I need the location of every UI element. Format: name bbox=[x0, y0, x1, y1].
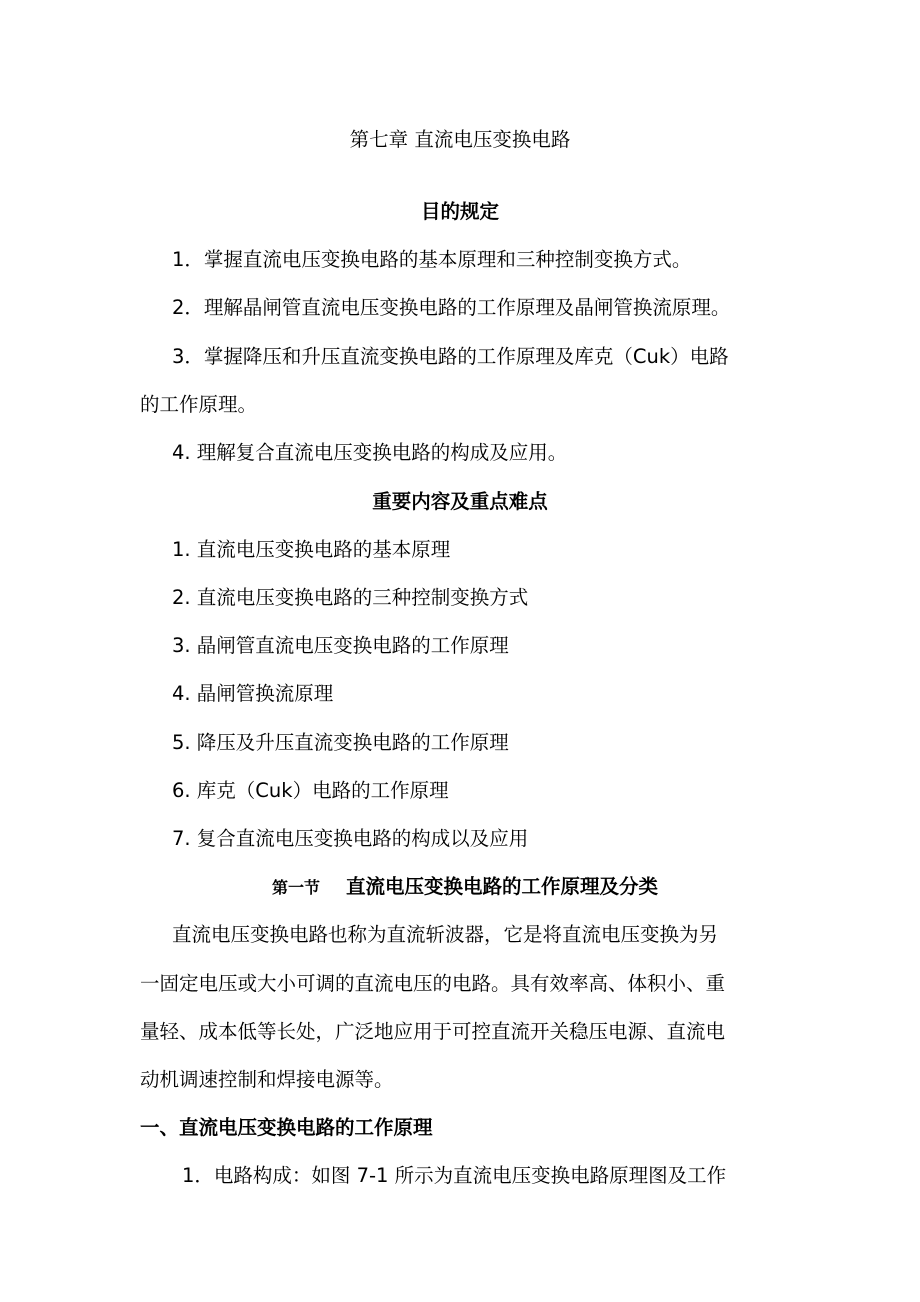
key-points-heading: 重要内容及重点难点 bbox=[372, 490, 548, 513]
intro-paragraph-line-1: 直流电压变换电路也称为直流斩波器，它是将直流电压变换为另 bbox=[172, 923, 719, 946]
key-point-item-4: 4. 晶闸管换流原理 bbox=[172, 682, 334, 705]
intro-paragraph-line-4: 动机调速控制和焊接电源等。 bbox=[140, 1068, 394, 1091]
objective-item-3: 3．掌握降压和升压直流变换电路的工作原理及库克（Cuk）电路 bbox=[172, 345, 729, 368]
key-point-item-3: 3. 晶闸管直流电压变换电路的工作原理 bbox=[172, 634, 509, 657]
objectives-heading: 目的规定 bbox=[420, 200, 499, 223]
intro-paragraph-line-3: 量轻、成本低等长处，广泛地应用于可控直流开关稳压电源、直流电 bbox=[140, 1020, 726, 1043]
key-point-item-2: 2. 直流电压变换电路的三种控制变换方式 bbox=[172, 586, 529, 609]
intro-paragraph-line-2: 一固定电压或大小可调的直流电压的电路。具有效率高、体积小、重 bbox=[140, 972, 726, 995]
section-label: 第一节 bbox=[272, 878, 321, 897]
key-point-item-7: 7. 复合直流电压变换电路的构成以及应用 bbox=[172, 827, 529, 850]
circuit-composition-item: 1．电路构成：如图 7-1 所示为直流电压变换电路原理图及工作 bbox=[182, 1164, 727, 1187]
objective-item-4: 4. 理解复合直流电压变换电路的构成及应用。 bbox=[172, 441, 568, 464]
objective-item-3-continued: 的工作原理。 bbox=[140, 393, 258, 416]
section-heading bbox=[272, 875, 658, 900]
chapter-title: 第七章 直流电压变换电路 bbox=[349, 128, 571, 151]
subsection-heading: 一、直流电压变换电路的工作原理 bbox=[140, 1116, 433, 1139]
key-point-item-6: 6. 库克（Cuk）电路的工作原理 bbox=[172, 779, 449, 802]
key-point-item-5: 5. 降压及升压直流变换电路的工作原理 bbox=[172, 731, 509, 754]
section-title: 直流电压变换电路的工作原理及分类 bbox=[346, 875, 659, 898]
objective-item-2: 2．理解晶闸管直流电压变换电路的工作原理及晶闸管换流原理。 bbox=[172, 296, 731, 319]
key-point-item-1: 1. 直流电压变换电路的基本原理 bbox=[172, 538, 451, 561]
objective-item-1: 1．掌握直流电压变换电路的基本原理和三种控制变换方式。 bbox=[172, 248, 692, 271]
